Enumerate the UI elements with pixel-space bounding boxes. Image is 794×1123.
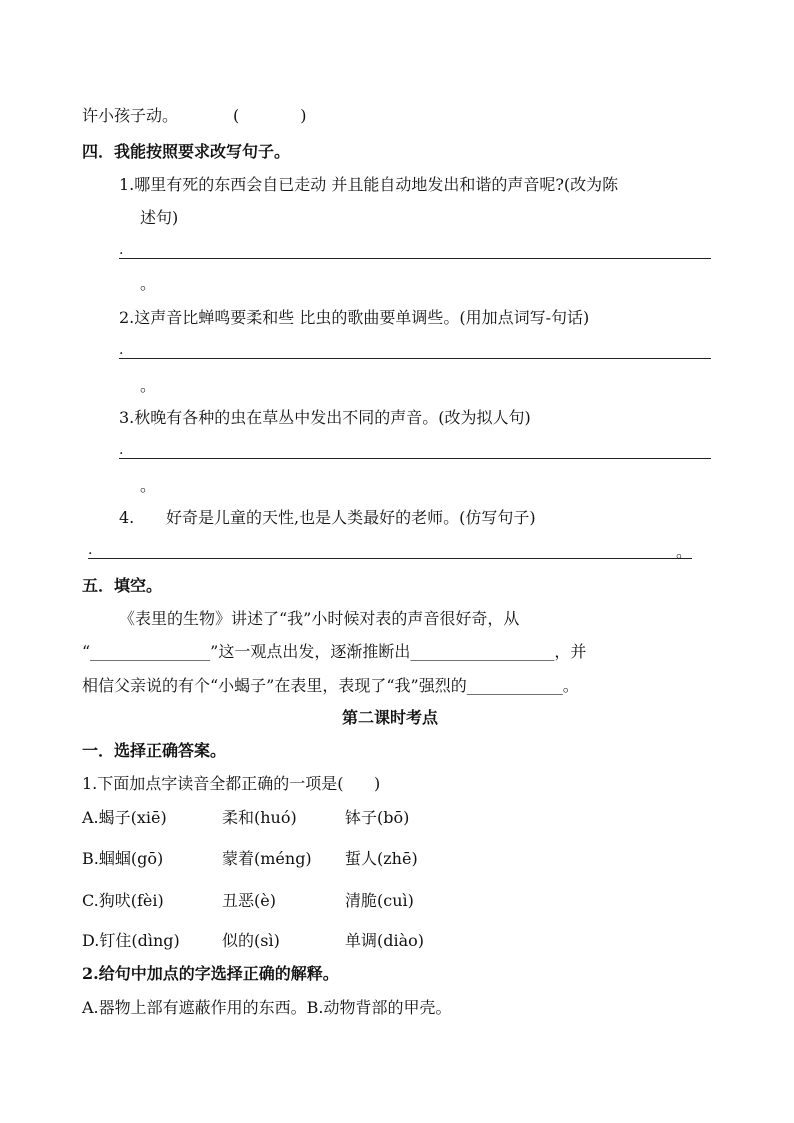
answer-line-end: 。 (140, 376, 157, 395)
q1-line1: 1.哪里有死的东西会自已走动 并且能自动地发出和谐的声音呢?(改为陈 (119, 175, 619, 194)
option-word: 蒙着(méng) (222, 849, 312, 868)
option-word: 丑恶(è) (222, 891, 276, 910)
answer-line-end: 。 (140, 274, 157, 293)
option-word: 蜇人(zhē) (345, 849, 418, 868)
section4-heading: 四．我能按照要求改写句子。 (82, 142, 291, 161)
q3-answer-line[interactable] (119, 458, 711, 459)
fill-text-line2[interactable]: “_______________”这一观点出发，逐渐推断出__________________，并 (82, 642, 587, 661)
q3-text: 3.秋晚有各种的虫在草丛中发出不同的声音。(改为拟人句) (119, 408, 531, 427)
option-word: 单调(diào) (345, 931, 425, 950)
lesson-title: 第二课时考点 (342, 708, 439, 727)
option-word: 清脆(cuì) (345, 891, 414, 910)
section5-heading: 五．填空。 (82, 576, 163, 595)
option-word: A.蝎子(xiē) (82, 808, 167, 827)
answer-line-start: . (119, 242, 124, 258)
answer-line-end: 。 (140, 476, 157, 495)
option-word: D.钉住(dìng) (82, 931, 180, 950)
option-word: B.蝈蝈(gō) (82, 849, 164, 868)
answer-line-start: . (119, 442, 124, 458)
option-word: 柔和(huó) (222, 808, 297, 827)
mc-question-1: 1.下面加点字读音全都正确的一项是( ) (82, 774, 381, 793)
answer-line-end: 。 (676, 542, 693, 561)
option-word: 似的(sì) (222, 931, 280, 950)
answer-line-start: . (88, 542, 93, 558)
q4-answer-line[interactable] (88, 558, 692, 559)
carryover-text: 许小孩子动。 (82, 106, 179, 125)
option-word: 钵子(bō) (345, 808, 410, 827)
q1-answer-line[interactable] (119, 258, 711, 259)
q2-answer-line[interactable] (119, 358, 711, 359)
fill-text-line1: 《表里的生物》讲述了“我”小时候对表的声音很好奇，从 (119, 609, 520, 628)
q4-text: 好奇是儿童的天性,也是人类最好的老师。(仿写句子) (166, 508, 536, 527)
q2-text: 2.这声音比蝉鸣要柔和些 比虫的歌曲要单调些。(用加点词写-句话) (119, 308, 590, 327)
q1-line2: 述句) (140, 208, 179, 227)
mc-question-2: 2.给句中加点的字选择正确的解释。 (82, 964, 339, 983)
part1-heading: 一．选择正确答案。 (82, 741, 227, 760)
definition-options: A.器物上部有遮蔽作用的东西。B.动物背部的甲壳。 (82, 998, 452, 1017)
fill-text-line3[interactable]: 相信父亲说的有个“小蝎子”在表里，表现了“我”强烈的____________。 (82, 676, 579, 695)
answer-blank[interactable]: ( ) (233, 106, 307, 125)
option-word: C.狗吠(fèi) (82, 891, 164, 910)
q4-number: 4. (119, 508, 135, 527)
answer-line-start: . (119, 342, 124, 358)
